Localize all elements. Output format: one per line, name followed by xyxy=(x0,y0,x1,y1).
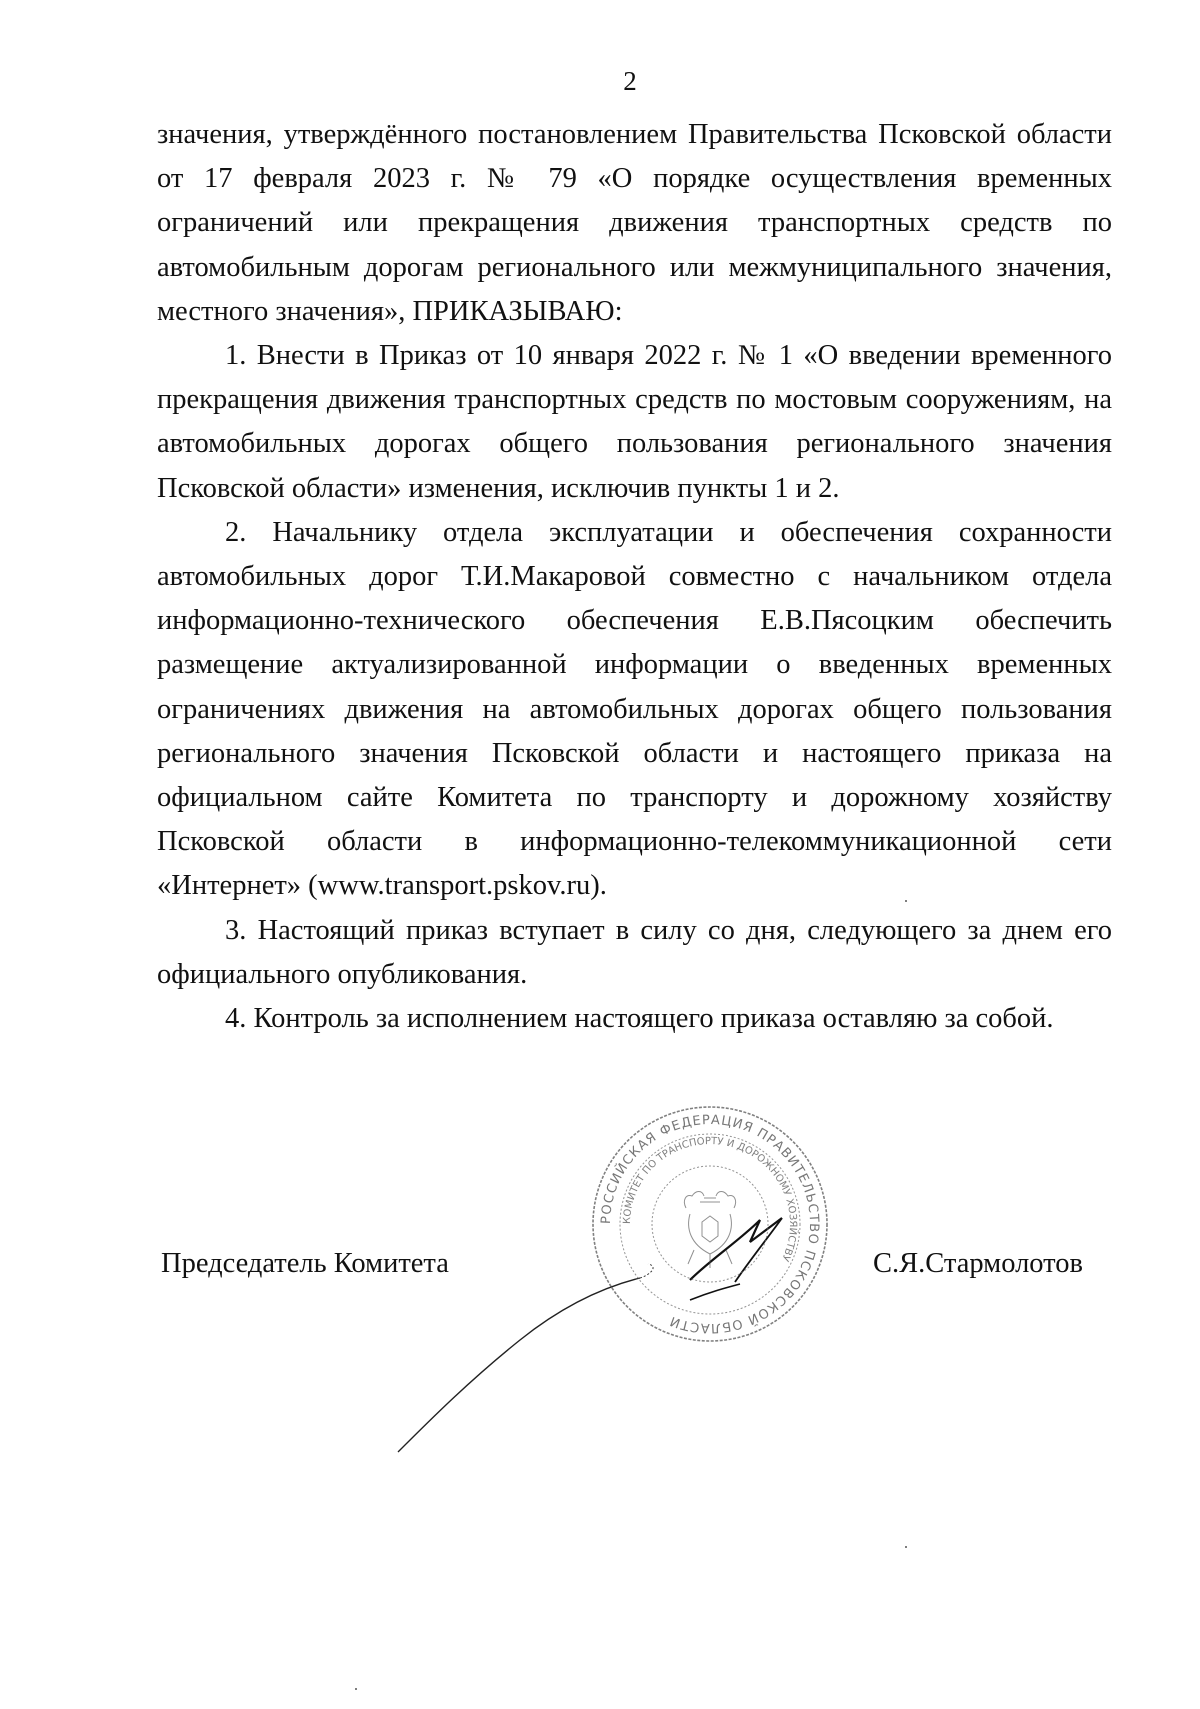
official-seal xyxy=(590,1104,830,1344)
signer-position: Председатель Комитета xyxy=(161,1248,449,1279)
paragraph-item-3: 3. Настоящий приказ вступает в силу со дня, следующего за днем его официального опубликования. xyxy=(157,914,1112,990)
page-number: 2 xyxy=(623,66,637,96)
signer-name: С.Я.Стармолотов xyxy=(873,1248,1083,1279)
document-body xyxy=(157,113,1112,1041)
paragraph-intro: значения, утверждённого постановлением Правительства Псковской области от 17 февраля 2023 г. № 79 «О порядке осуществления временных ограничений или прекращения движения транспортных средств по автомобильным дорогам регионального или межмуниципального значения, местного значения», ПРИКАЗЫВАЮ: xyxy=(157,119,1112,327)
paragraph-item-1: 1. Внести в Приказ от 10 января 2022 г. № 1 «О введении временного прекращения движения транспортных средств по мостовым сооружениям, на автомобильных дорогах общего пользования регионального значения Псковской области» изменения, исключив пункты 1 и 2. xyxy=(157,340,1112,504)
scan-speck xyxy=(905,900,907,902)
paragraph-item-4: 4. Контроль за исполнением настоящего приказа оставляю за собой. xyxy=(225,1003,1054,1035)
svg-text:КОМИТЕТ ПО ТРАНСПОРТУ И ДОРОЖН: КОМИТЕТ ПО ТРАНСПОРТУ И ДОРОЖНОМУ ХОЗЯЙСТВУ xyxy=(621,1135,799,1263)
svg-text:РОССИЙСКАЯ ФЕДЕРАЦИЯ ПРАВИТЕЛЬ: РОССИЙСКАЯ ФЕДЕРАЦИЯ ПРАВИТЕЛЬСТВО ПСКОВСКОЙ ОБЛАСТИ xyxy=(598,1112,822,1336)
scan-speck xyxy=(905,1546,907,1548)
signature-block xyxy=(157,1248,1112,1288)
paragraph-item-2: 2. Начальнику отдела эксплуатации и обеспечения сохранности автомобильных дорог Т.И.Макаровой совместно с начальником отдела информационно-технического обеспечения Е.В.Пясоцким обеспечить размещение актуализированной информации о введенных временных ограничениях движения на автомобильных дорогах общего пользования регионального значения Псковской области и настоящего приказа на официальном сайте Комитета по транспорту и дорожному хозяйству Псковской области в информационно-телекоммуникационной сети «Интернет» (www.transport.pskov.ru). xyxy=(157,516,1112,902)
scan-speck xyxy=(355,1688,357,1690)
